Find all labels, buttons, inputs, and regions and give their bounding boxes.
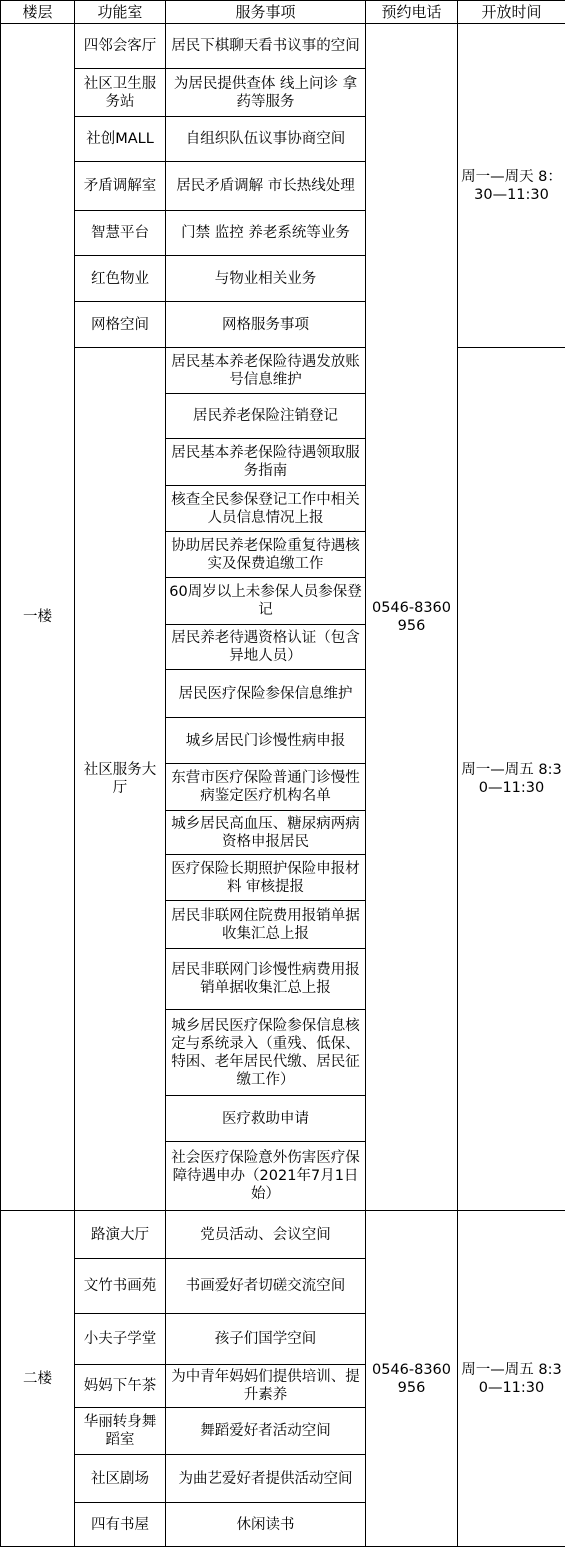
service-cell: 城乡居民高血压、糖尿病两病资格申报居民 (166, 811, 366, 855)
service-cell: 东营市医疗保险普通门诊慢性病鉴定医疗机构名单 (166, 764, 366, 811)
service-cell: 居民养老待遇资格认证（包含异地人员） (166, 625, 366, 670)
room-cell: 四有书屋 (75, 1503, 166, 1547)
header-hours: 开放时间 (458, 1, 565, 24)
header-phone: 预约电话 (366, 1, 458, 24)
room-cell: 红色物业 (75, 256, 166, 302)
table-header-row (1, 1, 565, 24)
service-cell: 居民下棋聊天看书议事的空间 (166, 24, 366, 69)
service-cell: 为曲艺爱好者提供活动空间 (166, 1455, 366, 1503)
service-cell: 居民养老保险注销登记 (166, 394, 366, 439)
room-cell: 网格空间 (75, 302, 166, 348)
room-cell: 矛盾调解室 (75, 162, 166, 211)
hours-cell: 周一—周五 8:30—11:30 (458, 348, 565, 1211)
room-cell: 妈妈下午茶 (75, 1365, 166, 1408)
service-cell: 居民医疗保险参保信息维护 (166, 670, 366, 718)
service-cell: 居民基本养老保险待遇领取服务指南 (166, 439, 366, 486)
room-cell: 社区剧场 (75, 1455, 166, 1503)
floor-cell: 一楼 (1, 24, 75, 1211)
service-cell: 孩子们国学空间 (166, 1314, 366, 1365)
service-cell: 协助居民养老保险重复待遇核实及保费追缴工作 (166, 532, 366, 578)
service-cell: 居民矛盾调解 市长热线处理 (166, 162, 366, 211)
room-cell: 社创MALL (75, 117, 166, 162)
service-cell: 60周岁以上未参保人员参保登记 (166, 578, 366, 625)
service-cell: 与物业相关业务 (166, 256, 366, 302)
service-cell: 舞蹈爱好者活动空间 (166, 1408, 366, 1455)
service-cell: 居民非联网门诊慢性病费用报销单据收集汇总上报 (166, 949, 366, 1010)
room-cell: 四邻会客厅 (75, 24, 166, 69)
header-floor: 楼层 (1, 1, 75, 24)
phone-cell: 0546-8360956 (366, 1211, 458, 1547)
header-service: 服务事项 (166, 1, 366, 24)
service-cell: 休闲读书 (166, 1503, 366, 1547)
table-row (1, 1211, 565, 1259)
room-cell: 社区服务大厅 (75, 348, 166, 1211)
service-cell: 城乡居民医疗保险参保信息核定与系统录入（重残、低保、特困、老年居民代缴、居民征缴工作） (166, 1010, 366, 1096)
room-cell: 社区卫生服务站 (75, 69, 166, 117)
service-cell: 居民基本养老保险待遇发放账号信息维护 (166, 348, 366, 394)
service-cell: 医疗保险长期照护保险申报材料 审核提报 (166, 855, 366, 901)
service-cell: 社会医疗保险意外伤害医疗保障待遇申办（2021年7月1日始） (166, 1142, 366, 1211)
hours-cell: 周一—周五 8:30—11:30 (458, 1211, 565, 1547)
service-cell: 自组织队伍议事协商空间 (166, 117, 366, 162)
phone-cell: 0546-8360956 (366, 24, 458, 1211)
service-cell: 门禁 监控 养老系统等业务 (166, 211, 366, 256)
service-cell: 书画爱好者切磋交流空间 (166, 1259, 366, 1314)
room-cell: 智慧平台 (75, 211, 166, 256)
table-row (1, 24, 565, 69)
service-cell: 为居民提供查体 线上问诊 拿药等服务 (166, 69, 366, 117)
service-cell: 居民非联网住院费用报销单据收集汇总上报 (166, 901, 366, 949)
room-cell: 文竹书画苑 (75, 1259, 166, 1314)
table-row (1, 348, 565, 394)
room-cell: 小夫子学堂 (75, 1314, 166, 1365)
service-cell: 城乡居民门诊慢性病申报 (166, 718, 366, 764)
hours-cell: 周一—周天 8：30—11:30 (458, 24, 565, 348)
room-cell: 华丽转身舞蹈室 (75, 1408, 166, 1455)
floor-cell: 二楼 (1, 1211, 75, 1547)
service-cell: 党员活动、会议空间 (166, 1211, 366, 1259)
service-cell: 为中青年妈妈们提供培训、提升素养 (166, 1365, 366, 1408)
service-cell: 网格服务事项 (166, 302, 366, 348)
service-cell: 核查全民参保登记工作中相关人员信息情况上报 (166, 486, 366, 532)
header-room: 功能室 (75, 1, 166, 24)
service-cell: 医疗救助申请 (166, 1096, 366, 1142)
room-cell: 路演大厅 (75, 1211, 166, 1259)
